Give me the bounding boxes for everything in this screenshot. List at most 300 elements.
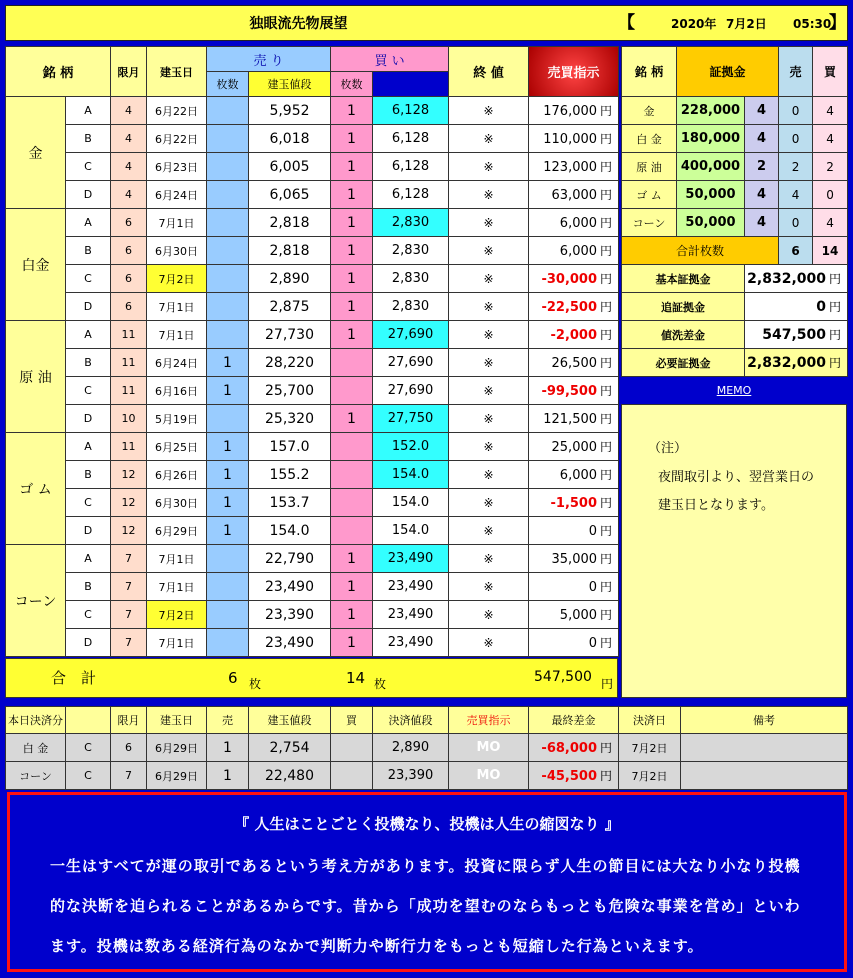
pnl-cell: [529, 517, 619, 545]
settle-pnl-cell: [529, 734, 619, 762]
table-row: [6, 97, 619, 125]
summary-label: 必要証拠金: [622, 349, 745, 377]
contract-code: D: [66, 405, 111, 433]
header-year: 2020年: [671, 17, 717, 31]
contract-month: 6: [111, 265, 147, 293]
header-time: 05:30: [793, 17, 832, 31]
yen-unit: 円: [829, 272, 842, 286]
summary-row: [622, 265, 848, 293]
margin-header-margin: 証拠金: [677, 47, 779, 97]
margin-header-meigara: 銘 柄: [622, 47, 677, 97]
sell-lots: 1: [207, 489, 249, 517]
commodity-name: 金: [6, 97, 66, 209]
contract-month: 11: [111, 321, 147, 349]
contract-month: 11: [111, 433, 147, 461]
settlement-table: [5, 706, 848, 790]
trade-instruction: ※: [449, 461, 529, 489]
col-header-kai: 買 い: [331, 47, 449, 72]
summary-row: [622, 321, 848, 349]
sell-lots: [207, 545, 249, 573]
margin-total-sell: 6: [779, 237, 813, 265]
position-price: 25,700: [249, 377, 331, 405]
yen-unit: 円: [600, 524, 613, 538]
margin-commodity: コーン: [622, 209, 677, 237]
settlement-row: [6, 762, 848, 790]
sell-lots: [207, 265, 249, 293]
contract-code: C: [66, 153, 111, 181]
trade-instruction: ※: [449, 517, 529, 545]
table-row: [6, 293, 619, 321]
settle-code: C: [66, 734, 111, 762]
table-row: [6, 125, 619, 153]
buy-lots: 1: [331, 209, 373, 237]
contract-month: 4: [111, 181, 147, 209]
buy-lots: 1: [331, 293, 373, 321]
close-price: 6,128: [373, 97, 449, 125]
position-price: 2,818: [249, 209, 331, 237]
table-row: [6, 349, 619, 377]
settle-month: 6: [111, 734, 147, 762]
yen-unit: 円: [829, 328, 842, 342]
table-row: [6, 489, 619, 517]
position-price: 154.0: [249, 517, 331, 545]
pnl-cell: [529, 321, 619, 349]
pnl-cell: [529, 377, 619, 405]
position-date: 7月1日: [147, 545, 207, 573]
trade-instruction: ※: [449, 153, 529, 181]
date-bracket-left: 【: [618, 13, 635, 33]
total-row: [5, 658, 618, 698]
yen-unit: 円: [600, 216, 613, 230]
margin-sell: 4: [779, 181, 813, 209]
close-price: 23,490: [373, 545, 449, 573]
yen-unit: 円: [600, 272, 613, 286]
settle-header-tategyoku-nedan: 建玉値段: [249, 707, 331, 734]
sell-lots: [207, 209, 249, 237]
pnl-cell: [529, 153, 619, 181]
settle-price: 22,480: [249, 762, 331, 790]
pnl-cell: [529, 125, 619, 153]
yen-unit: 円: [599, 741, 612, 755]
settle-note: [681, 734, 848, 762]
pnl-cell: [529, 349, 619, 377]
buy-lots: 1: [331, 181, 373, 209]
position-date: 6月30日: [147, 489, 207, 517]
trade-instruction: ※: [449, 321, 529, 349]
summary-value: 0: [816, 299, 826, 315]
close-price: 27,690: [373, 349, 449, 377]
yen-unit: 円: [600, 328, 613, 342]
buy-lots: [331, 433, 373, 461]
table-row: [6, 237, 619, 265]
settle-date: 6月29日: [147, 762, 207, 790]
position-price: 157.0: [249, 433, 331, 461]
contract-code: D: [66, 629, 111, 657]
contract-month: 10: [111, 405, 147, 433]
header-date: 7月2日: [726, 17, 767, 31]
quote-line-1: 一生はすべてが運の取引であるという考え方があります。投資に限らず人生の節目には大なり小なり投機: [50, 857, 801, 875]
trade-instruction: ※: [449, 433, 529, 461]
pnl-value: 26,500: [551, 356, 598, 371]
contract-code: C: [66, 601, 111, 629]
yen-unit: 円: [600, 636, 613, 650]
settle-sell: 1: [207, 762, 249, 790]
position-price: 2,875: [249, 293, 331, 321]
buy-lots: 1: [331, 573, 373, 601]
table-row: [6, 377, 619, 405]
position-date: 7月2日: [147, 601, 207, 629]
contract-code: D: [66, 293, 111, 321]
table-row: [6, 461, 619, 489]
sell-lots: 1: [207, 461, 249, 489]
pnl-cell: [529, 601, 619, 629]
yen-unit: 円: [600, 608, 613, 622]
header-bar: [5, 5, 848, 41]
quote-panel: [7, 792, 847, 972]
margin-row: [622, 181, 848, 209]
yen-unit: 円: [829, 300, 842, 314]
total-diff: 547,500: [534, 669, 592, 685]
position-date: 7月1日: [147, 573, 207, 601]
margin-sell: 0: [779, 209, 813, 237]
contract-month: 11: [111, 349, 147, 377]
contract-code: B: [66, 125, 111, 153]
close-price: 6,128: [373, 153, 449, 181]
settle-header-gengetsu: 限月: [111, 707, 147, 734]
pnl-value: 110,000: [543, 132, 598, 147]
table-row: [6, 265, 619, 293]
settle-code: C: [66, 762, 111, 790]
contract-month: 12: [111, 489, 147, 517]
buy-lots: [331, 377, 373, 405]
quote-title: 『 人生はことごとく投機なり、投機は人生の縮図なり 』: [234, 815, 620, 833]
summary-row: [622, 293, 848, 321]
yen-unit: 円: [829, 356, 842, 370]
margin-amount: 400,000: [677, 153, 745, 181]
trade-instruction: ※: [449, 237, 529, 265]
summary-label: 追証拠金: [622, 293, 745, 321]
contract-month: 6: [111, 293, 147, 321]
margin-table: [621, 46, 848, 377]
contract-month: 6: [111, 209, 147, 237]
contract-month: 7: [111, 545, 147, 573]
trade-instruction: ※: [449, 125, 529, 153]
position-price: 22,790: [249, 545, 331, 573]
position-price: 25,320: [249, 405, 331, 433]
yen-unit: 円: [599, 769, 612, 783]
settle-instruction: MO: [449, 762, 529, 790]
col-header-tategyokubi: 建玉日: [147, 47, 207, 97]
margin-sell: 2: [779, 153, 813, 181]
trade-instruction: ※: [449, 573, 529, 601]
table-row: [6, 629, 619, 657]
trade-instruction: ※: [449, 601, 529, 629]
memo-line-2: 夜間取引より、翌営業日の: [658, 470, 815, 485]
margin-lots: 4: [745, 181, 779, 209]
table-row: [6, 321, 619, 349]
pnl-cell: [529, 237, 619, 265]
table-row: [6, 209, 619, 237]
margin-buy: 4: [813, 209, 848, 237]
close-price: 152.0: [373, 433, 449, 461]
pnl-value: 25,000: [551, 440, 598, 455]
contract-code: A: [66, 433, 111, 461]
margin-row: [622, 153, 848, 181]
position-date: 6月22日: [147, 125, 207, 153]
position-price: 23,490: [249, 629, 331, 657]
contract-month: 4: [111, 97, 147, 125]
settle-commodity: 白 金: [6, 734, 66, 762]
yen-unit: 円: [600, 496, 613, 510]
margin-row: [622, 209, 848, 237]
memo-title[interactable]: MEMO: [621, 380, 847, 402]
contract-month: 7: [111, 601, 147, 629]
contract-code: D: [66, 181, 111, 209]
buy-lots: 1: [331, 405, 373, 433]
settle-day: 7月2日: [619, 762, 681, 790]
col-header-uri: 売 り: [207, 47, 331, 72]
sell-lots: [207, 573, 249, 601]
total-sell-unit: 枚: [249, 677, 262, 691]
contract-code: C: [66, 265, 111, 293]
contract-code: B: [66, 237, 111, 265]
margin-lots: 4: [745, 125, 779, 153]
contract-month: 7: [111, 629, 147, 657]
pnl-value: 0: [588, 636, 598, 651]
trade-instruction: ※: [449, 181, 529, 209]
contract-month: 4: [111, 125, 147, 153]
pnl-value: -99,500: [541, 384, 598, 399]
col-header-meigara: 銘 柄: [6, 47, 111, 97]
settle-header-biko: 備考: [681, 707, 848, 734]
trade-instruction: ※: [449, 377, 529, 405]
margin-commodity: 金: [622, 97, 677, 125]
sell-lots: [207, 293, 249, 321]
sell-lots: 1: [207, 349, 249, 377]
buy-lots: 1: [331, 97, 373, 125]
sell-lots: [207, 97, 249, 125]
close-price: 23,490: [373, 601, 449, 629]
pnl-value: 63,000: [551, 188, 598, 203]
memo-line-3: 建玉日となります。: [658, 498, 774, 513]
margin-commodity: ゴ ム: [622, 181, 677, 209]
contract-month: 11: [111, 377, 147, 405]
yen-unit: 円: [600, 440, 613, 454]
trade-instruction: ※: [449, 265, 529, 293]
close-price: 27,690: [373, 377, 449, 405]
sell-lots: [207, 181, 249, 209]
close-price: 154.0: [373, 461, 449, 489]
pnl-value: 0: [588, 524, 598, 539]
col-header-buy-maisu: 枚数: [331, 72, 373, 97]
col-header-owarine: 終 値: [449, 47, 529, 97]
position-price: 6,005: [249, 153, 331, 181]
total-label: 合 計: [51, 669, 97, 687]
settle-instruction: MO: [449, 734, 529, 762]
close-price: 154.0: [373, 517, 449, 545]
col-header-sell-maisu: 枚数: [207, 72, 249, 97]
trade-instruction: ※: [449, 545, 529, 573]
position-price: 6,018: [249, 125, 331, 153]
position-price: 23,390: [249, 601, 331, 629]
settle-note: [681, 762, 848, 790]
position-price: 5,952: [249, 97, 331, 125]
position-date: 6月25日: [147, 433, 207, 461]
date-bracket-right: 】: [829, 13, 846, 33]
buy-lots: 1: [331, 629, 373, 657]
position-date: 6月29日: [147, 517, 207, 545]
summary-cell: [745, 349, 848, 377]
settlement-row: [6, 734, 848, 762]
settle-commodity: コーン: [6, 762, 66, 790]
contract-code: A: [66, 97, 111, 125]
summary-cell: [745, 293, 848, 321]
buy-lots: 1: [331, 125, 373, 153]
buy-lots: 1: [331, 545, 373, 573]
buy-lots: 1: [331, 601, 373, 629]
yen-unit: 円: [600, 384, 613, 398]
settle-pnl-cell: [529, 762, 619, 790]
position-date: 6月24日: [147, 349, 207, 377]
trade-instruction: ※: [449, 97, 529, 125]
trade-instruction: ※: [449, 405, 529, 433]
contract-code: C: [66, 489, 111, 517]
total-diff-yen: 円: [601, 677, 614, 691]
settle-header-tategyokubi: 建玉日: [147, 707, 207, 734]
summary-value: 547,500: [762, 327, 826, 343]
position-date: 6月30日: [147, 237, 207, 265]
margin-amount: 228,000: [677, 97, 745, 125]
margin-amount: 50,000: [677, 209, 745, 237]
close-price: 2,830: [373, 209, 449, 237]
pnl-cell: [529, 293, 619, 321]
position-price: 155.2: [249, 461, 331, 489]
summary-label: 値洗差金: [622, 321, 745, 349]
sell-lots: [207, 629, 249, 657]
position-date: 7月2日: [147, 265, 207, 293]
summary-row: [622, 349, 848, 377]
page-title: 独眼流先物展望: [249, 16, 348, 32]
margin-total-label: 合計枚数: [622, 237, 779, 265]
sell-lots: [207, 153, 249, 181]
close-price: 6,128: [373, 181, 449, 209]
close-price: 2,830: [373, 265, 449, 293]
margin-commodity: 原 油: [622, 153, 677, 181]
settle-header-kai: 買: [331, 707, 373, 734]
table-row: [6, 545, 619, 573]
contract-code: C: [66, 377, 111, 405]
position-date: 7月1日: [147, 293, 207, 321]
settle-sell: 1: [207, 734, 249, 762]
margin-buy: 2: [813, 153, 848, 181]
sell-lots: [207, 321, 249, 349]
margin-total-row: [622, 237, 848, 265]
yen-unit: 円: [600, 552, 613, 566]
buy-lots: 1: [331, 237, 373, 265]
margin-row: [622, 97, 848, 125]
col-header-baibai-shiji: 売買指示: [529, 47, 619, 97]
margin-total-buy: 14: [813, 237, 848, 265]
pnl-value: 6,000: [559, 216, 598, 231]
buy-lots: [331, 517, 373, 545]
col-header-gengetsu: 限月: [111, 47, 147, 97]
position-price: 2,818: [249, 237, 331, 265]
close-price: 154.0: [373, 489, 449, 517]
table-row: [6, 517, 619, 545]
yen-unit: 円: [600, 356, 613, 370]
settle-pnl-value: -68,000: [541, 741, 597, 756]
yen-unit: 円: [600, 412, 613, 426]
position-date: 5月19日: [147, 405, 207, 433]
pnl-cell: [529, 209, 619, 237]
pnl-value: -22,500: [541, 300, 598, 315]
pnl-value: 123,000: [543, 160, 598, 175]
yen-unit: 円: [600, 580, 613, 594]
margin-lots: 4: [745, 97, 779, 125]
buy-lots: [331, 349, 373, 377]
settle-buy: [331, 762, 373, 790]
settle-close: 2,890: [373, 734, 449, 762]
contract-code: A: [66, 209, 111, 237]
pnl-value: 6,000: [559, 244, 598, 259]
margin-amount: 180,000: [677, 125, 745, 153]
yen-unit: 円: [600, 132, 613, 146]
table-row: [6, 601, 619, 629]
contract-code: B: [66, 461, 111, 489]
pnl-cell: [529, 181, 619, 209]
summary-cell: [745, 265, 848, 293]
close-price: 23,490: [373, 573, 449, 601]
margin-lots: 2: [745, 153, 779, 181]
memo-panel: [621, 404, 847, 698]
position-price: 153.7: [249, 489, 331, 517]
settle-header-kessai-nedan: 決済値段: [373, 707, 449, 734]
memo-line-1: （注）: [648, 441, 688, 456]
buy-lots: 1: [331, 153, 373, 181]
close-price: 27,690: [373, 321, 449, 349]
summary-label: 基本証拠金: [622, 265, 745, 293]
contract-code: A: [66, 545, 111, 573]
positions-table: [5, 46, 619, 657]
position-price: 2,890: [249, 265, 331, 293]
commodity-name: コーン: [6, 545, 66, 657]
margin-buy: 0: [813, 181, 848, 209]
contract-month: 4: [111, 153, 147, 181]
settle-header-saishu-sakin: 最終差金: [529, 707, 619, 734]
quote-line-3: ます。投機は数ある経済行為のなかで判断力や断行力をもっとも短縮した行為といえます。: [50, 937, 704, 955]
position-price: 27,730: [249, 321, 331, 349]
margin-buy: 4: [813, 125, 848, 153]
position-price: 6,065: [249, 181, 331, 209]
quote-line-2: 的な決断を迫られることがあるからです。昔から「成功を望むのならもっとも危険な事業を営め」といわ: [50, 897, 801, 915]
table-row: [6, 405, 619, 433]
position-date: 6月22日: [147, 97, 207, 125]
contract-month: 7: [111, 573, 147, 601]
summary-value: 2,832,000: [747, 271, 826, 287]
contract-code: B: [66, 573, 111, 601]
contract-month: 12: [111, 517, 147, 545]
contract-month: 12: [111, 461, 147, 489]
pnl-cell: [529, 405, 619, 433]
pnl-value: -1,500: [550, 496, 598, 511]
position-price: 28,220: [249, 349, 331, 377]
margin-header-buy: 買: [813, 47, 848, 97]
position-date: 7月1日: [147, 629, 207, 657]
table-row: [6, 573, 619, 601]
settle-day: 7月2日: [619, 734, 681, 762]
buy-lots: 1: [331, 321, 373, 349]
margin-buy: 4: [813, 97, 848, 125]
